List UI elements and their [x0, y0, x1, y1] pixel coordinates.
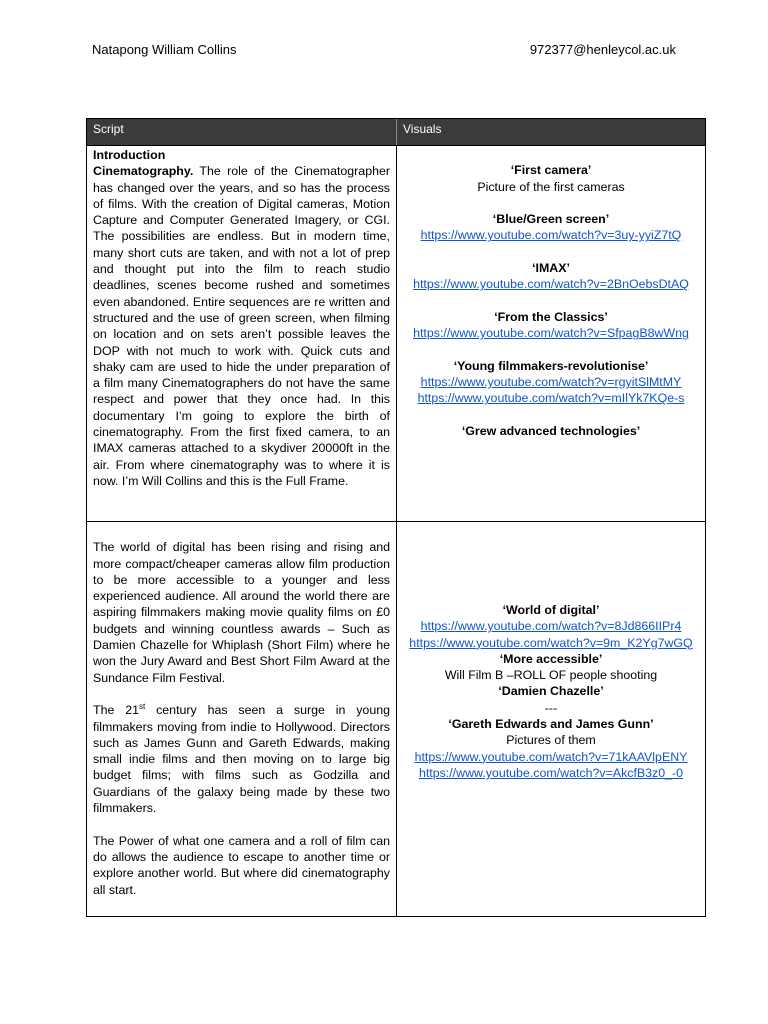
- youtube-link[interactable]: https://www.youtube.com/watch?v=8Jd866IIPr4: [420, 619, 682, 634]
- script-paragraph: [93, 163, 390, 489]
- header-author: Natapong William Collins: [92, 42, 237, 57]
- visual-title: ‘More accessible’: [499, 651, 603, 666]
- youtube-link[interactable]: https://www.youtube.com/watch?v=AkcfB3z0_-0: [418, 765, 684, 780]
- script-paragraph: The Power of what one camera and a roll of film can do allows the audience to escape to another time or explore another world. But where did cinematography all start.: [93, 833, 390, 897]
- visual-title: ‘Young filmmakers-revolutionise’: [453, 358, 649, 373]
- script-lead: Cinematography.: [93, 164, 194, 179]
- script-body: The role of the Cinematographer has changed over the years, and so has the process of films. With the creation of Digital cameras, Motion Capture and Computer Generated Imagery, or CGI. The possibilities are endless. But in modern time, many short cuts are taken, and with not a lot of prep and thought put into the film to reach studio deadlines, scenes become rushed and sometimes even abandoned. Entire sequences are re written and structured and the use of green screen, when filming on location and on sets aren’t possible leaves the DOP with not much to work with. Quick cuts and shaky cam are used to hide the under preparation of a film many Cinematographers do not have the same respect and power that they once had. In this documentary I’m going to explore the birth of cinematography. From the first fixed camera, to an IMAX cameras attached to a skydiver 20000ft in the air. From where cinematography was to where it is now. I’m Will Collins and this is the Full Frame.: [93, 164, 390, 488]
- visual-title: ‘IMAX’: [532, 261, 570, 276]
- visual-note: Pictures of them: [506, 733, 596, 748]
- visual-title: ‘First camera’: [510, 163, 592, 178]
- script-paragraph: The world of digital has been rising and rising and more compact/cheaper cameras allow film production to be more accessible to a younger and less experienced audience. All around the world there are aspiring filmmakers making movie quality films on £0 budgets and winning countless awards – Such as Damien Chazelle for Whiplash (Short Film) where he won the Jury Award and Best Short Film Award at the Sundance Film Festival.: [93, 540, 390, 685]
- script-cell: [87, 146, 397, 521]
- visual-note: Picture of the first cameras: [477, 179, 625, 194]
- youtube-link[interactable]: https://www.youtube.com/watch?v=71kAAVlpENY: [414, 749, 688, 764]
- visual-title: ‘World of digital’: [502, 603, 600, 617]
- visual-title: ‘Grew advanced technologies’: [461, 424, 641, 439]
- visual-note: ---: [544, 700, 558, 715]
- visual-title: ‘From the Classics’: [494, 309, 608, 324]
- visual-title: ‘Blue/Green screen’: [492, 212, 610, 227]
- visuals-cell: [397, 522, 705, 916]
- youtube-link[interactable]: https://www.youtube.com/watch?v=mIlYk7KQe-s: [417, 391, 685, 406]
- visual-note: Will Film B –ROLL OF people shooting: [444, 668, 658, 683]
- visual-title: ‘Damien Chazelle’: [498, 684, 604, 699]
- table-header: [87, 119, 705, 146]
- visual-title: ‘Gareth Edwards and James Gunn’: [448, 717, 654, 732]
- script-table: [86, 118, 706, 917]
- script-paragraph: The 21st century has seen a surge in young filmmakers moving from indie to Hollywood. Directors such as James Gunn and Gareth Edwards, making small indie films and then moving on to large big budget films; with films such as Godzilla and Guardians of the galaxy being made by these two filmmakers.: [93, 702, 390, 816]
- header-email: 972377@henleycol.ac.uk: [529, 42, 676, 57]
- table-row: [87, 522, 705, 916]
- script-cell: [87, 522, 397, 916]
- youtube-link[interactable]: https://www.youtube.com/watch?v=2BnOebsDtAQ: [413, 277, 689, 292]
- youtube-link[interactable]: https://www.youtube.com/watch?v=3uy-yyiZ7tQ: [420, 228, 682, 243]
- table-row: [87, 146, 705, 522]
- visuals-cell: [397, 146, 705, 521]
- youtube-link[interactable]: https://www.youtube.com/watch?v=rgyitSlMtMY: [420, 375, 682, 390]
- column-header-visuals: Visuals: [403, 122, 442, 136]
- section-title: Introduction: [93, 148, 166, 162]
- column-header-script: Script: [87, 119, 397, 145]
- youtube-link[interactable]: https://www.youtube.com/watch?v=SfpagB8wWng: [413, 326, 689, 341]
- youtube-link[interactable]: https://www.youtube.com/watch?v=9m_K2Yg7wGQ: [409, 635, 693, 650]
